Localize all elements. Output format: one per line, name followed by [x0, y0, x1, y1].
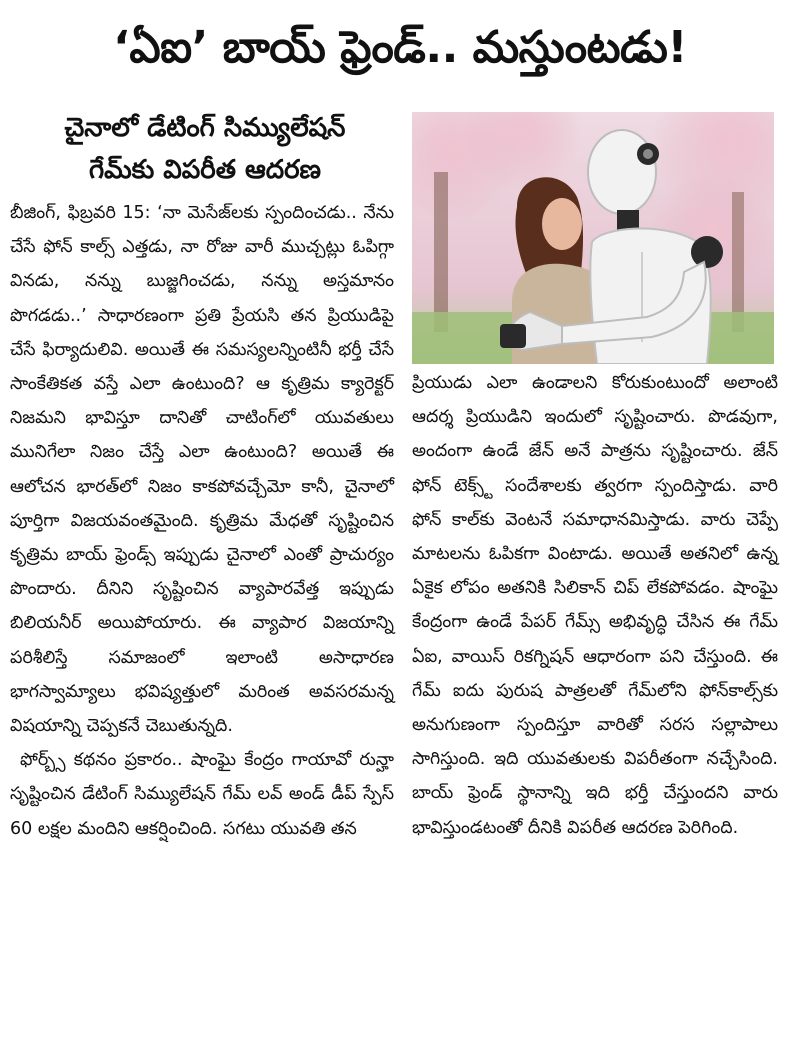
article-photo: [412, 112, 774, 364]
robot-hand: [500, 324, 526, 348]
article-column-right: [412, 366, 778, 845]
subheadline-line-2: గేమ్‌కు విపరీత ఆదరణ: [89, 155, 321, 185]
article-column-left: [10, 196, 394, 846]
body-paragraph-1: బీజింగ్, ఫిబ్రవరి 15: ‘నా మెసేజ్‌లకు స్పందించడు.. నేను చేసే ఫోన్ కాల్స్ ఎత్తడు, నా రోజు వారీ ముచ్చట్లు ఓపిగ్గా వినడు, నన్ను బుజ్జగించడు, నన్ను అస్తమానం పొగడడు..’ సాధారణంగా ప్రతి ప్రేయసి తన ప్రియుడిపై చేసే ఫిర్యాదులివి. అయితే ఈ సమస్యలన్నింటినీ భర్తీ చేసే సాంకేతికత వస్తే ఎలా ఉంటుంది? ఆ కృత్రిమ క్యారెక్టర్ నిజమని భావిస్తూ దానితో చాటింగ్‌లో యువతులు మునిగేలా నిజం చేస్తే ఎలా ఉంటుంది? అయితే ఈ ఆలోచన భారత్‌లో నిజం కాకపోవచ్చేమో కానీ, చైనాలో పూర్తిగా విజయవంతమైంది. కృత్రిమ మేధతో సృష్టించిన కృత్రిమ బాయ్ ఫ్రెండ్స్ ఇప్పుడు చైనాలో ఎంతో ప్రాచుర్యం పొందారు. దీనిని సృష్టించిన వ్యాపారవేత్త ఇప్పుడు బిలియనీర్ అయిపోయారు. ఈ వ్యాపార విజయాన్ని పరిశీలిస్తే సమాజంలో ఇలాంటి అసాధారణ భాగస్వామ్యాలు భవిష్యత్తులో మరింత అవసరమన్న విషయాన్ని చెప్పకనే చెబుతున్నది.: [10, 203, 394, 737]
body-paragraph-2: ఫోర్బ్స్ కథనం ప్రకారం.. షాంఘై కేంద్రం గాయావో రున్హా సృష్టించిన డేటింగ్ సిమ్యులేషన్ గేమ్ లవ్ అండ్ డీప్ స్పేస్ 60 లక్షల మందిని ఆకర్షించింది. సగటు యువతి తన: [10, 750, 394, 839]
tree-trunk-left: [434, 172, 448, 332]
body-paragraph-3: ప్రియుడు ఎలా ఉండాలని కోరుకుంటుందో అలాంటి ఆదర్శ ప్రియుడిని ఇందులో సృష్టించారు. పొడవుగా, అందంగా ఉండే జేన్ అనే పాత్రను సృష్టించారు. జేన్ ఫోన్ టెక్స్ట్ సందేశాలకు త్వరగా స్పందిస్తాడు. వారి ఫోన్ కాల్‌కు వెంటనే సమాధానమిస్తాడు. వారు చెప్పే మాటలను ఓపికగా వింటాడు. అయితే అతనిలో ఉన్న ఏకైక లోపం అతనికి సిలికాన్ చిప్ లేకపోవడం. షాంఘై కేంద్రంగా ఉండే పేపర్ గేమ్స్ అభివృద్ధి చేసిన ఈ గేమ్ ఏఐ, వాయిస్ రికగ్నిషన్ ఆధారంగా పని చేస్తుంది. ఈ గేమ్ ఐదు పురుష పాత్రలతో గేమ్‌లోని ఫోన్‌కాల్స్‌కు అనుగుణంగా స్పందిస్తూ వారితో సరస సల్లాపాలు సాగిస్తుంది. ఇది యువతులకు విపరీతంగా నచ్చేసింది. బాయ్ ఫ్రెండ్ స్థానాన్ని ఇది భర్తీ చేస్తుందని వారు భావిస్తుండటంతో దీనికి విపరీత ఆదరణ పెరిగింది.: [412, 373, 778, 838]
robot-embrace-illustration: [412, 112, 774, 364]
robot-head: [588, 130, 656, 214]
tree-trunk-right: [732, 192, 744, 332]
subheadline-line-1: చైనాలో డేటింగ్ సిమ్యులేషన్: [64, 113, 346, 143]
robot-shoulder: [691, 236, 723, 268]
headline: ‘ఏఐ’ బాయ్ ఫ్రెండ్.. మస్తుంటడు!: [113, 22, 687, 73]
woman-face: [542, 198, 582, 250]
